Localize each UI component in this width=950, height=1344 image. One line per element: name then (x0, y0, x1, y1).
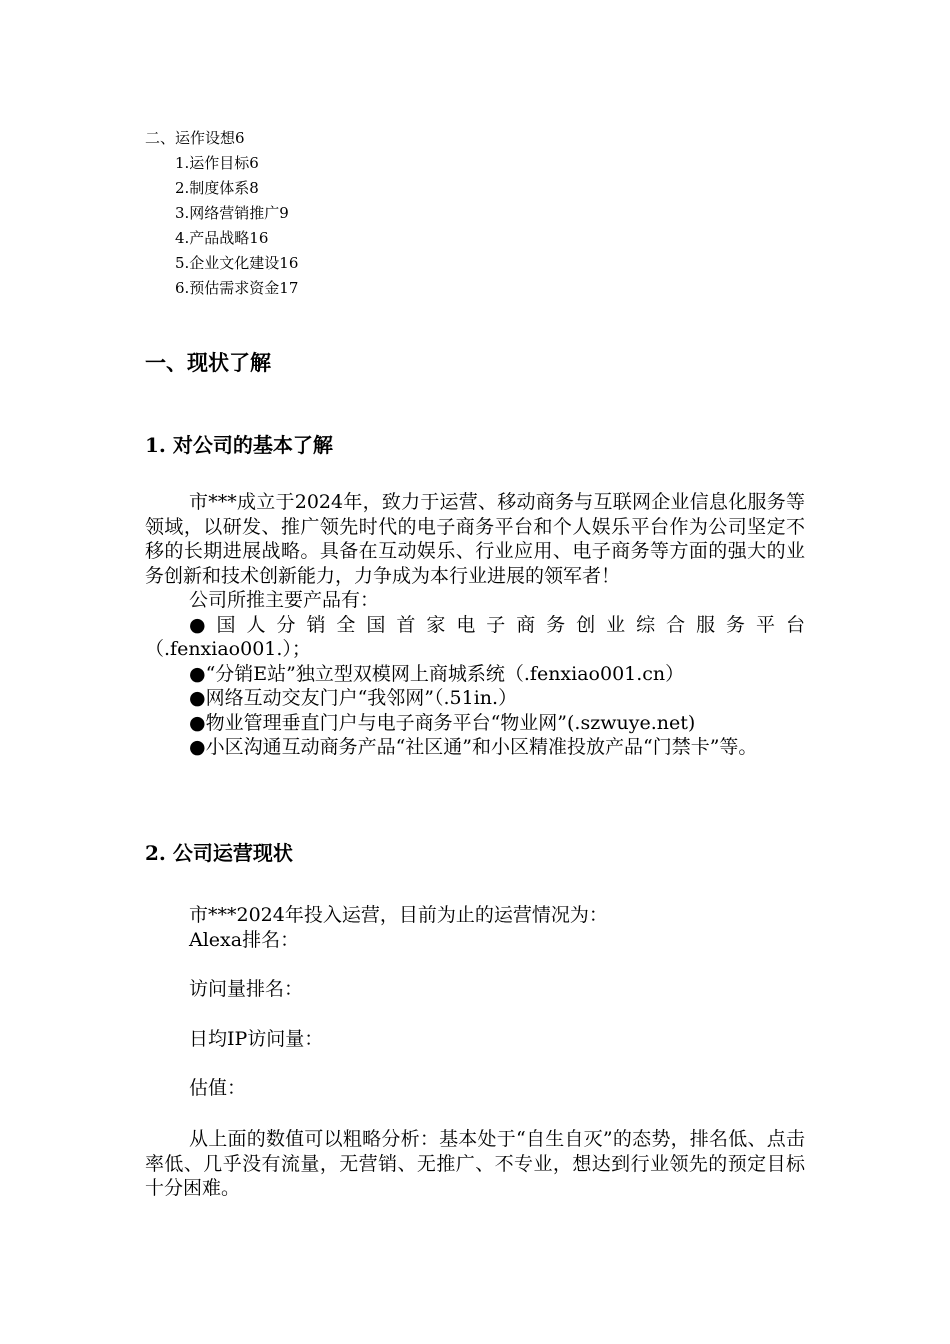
section-heading-status: 一、现状了解 (145, 350, 271, 375)
daily-ip-label: 日均IP访问量： (189, 1028, 324, 1050)
product-item-3: ●网络互动交友门户“我邻网”（.51in.） (189, 687, 518, 709)
status-intro: 市***2024年投入运营，目前为止的运营情况为： (189, 904, 608, 926)
toc-item-operation-plan[interactable]: 二、运作设想6 (145, 129, 245, 147)
analysis-body (145, 1127, 805, 1201)
company-intro-paragraph: 市***成立于2024年，致力于运营、移动商务与互联网企业信息化服务等领域，以研发、推广领先时代的电子商务平台和个人娱乐平台作为公司坚定不移的长期进展战略。具备在互动娱乐、行业应用、电子商务等方面的强大的业务创新和技术创新能力，力争成为本行业进展的领军者！ (145, 491, 805, 587)
subsection-heading-operation-status: 2. 公司运营现状 (145, 841, 293, 865)
company-basics-body (145, 490, 805, 760)
product-item-2: ●“分销E站”独立型双模网上商城系统（.fenxiao001.cn） (189, 662, 685, 685)
toc-item-marketing[interactable]: 3.网络营销推广9 (175, 204, 289, 222)
toc-item-funding[interactable]: 6.预估需求资金17 (175, 279, 299, 297)
visit-rank-label: 访问量排名： (189, 978, 304, 1000)
toc-item-product-strategy[interactable]: 4.产品战略16 (175, 229, 269, 247)
valuation-label: 估值： (189, 1077, 247, 1099)
table-of-contents (145, 126, 805, 301)
products-intro: 公司所推主要产品有： (189, 589, 380, 611)
alexa-rank-label: Alexa排名： (189, 929, 300, 951)
toc-item-system[interactable]: 2.制度体系8 (175, 179, 259, 197)
product-item-4: ●物业管理垂直门户与电子商务平台“物业网”(.szwuye.net) (189, 711, 696, 734)
toc-item-culture[interactable]: 5.企业文化建设16 (175, 254, 299, 272)
toc-item-operation-goals[interactable]: 1.运作目标6 (175, 154, 259, 172)
product-item-1: ● 国 人 分 销 全 国 首 家 电 子 商 务 创 业 综 合 服 务 平 台 (189, 613, 805, 636)
product-item-5: ●小区沟通互动商务产品“社区通”和小区精准投放产品“门禁卡”等。 (189, 736, 758, 758)
product-item-1-url: （.fenxiao001.）； (145, 638, 311, 660)
analysis-paragraph: 从上面的数值可以粗略分析：基本处于“自生自灭”的态势，排名低、点击率低、几乎没有流量，无营销、无推广、不专业，想达到行业领先的预定目标十分困难。 (145, 1128, 805, 1199)
subsection-heading-company-basics: 1. 对公司的基本了解 (145, 433, 333, 457)
